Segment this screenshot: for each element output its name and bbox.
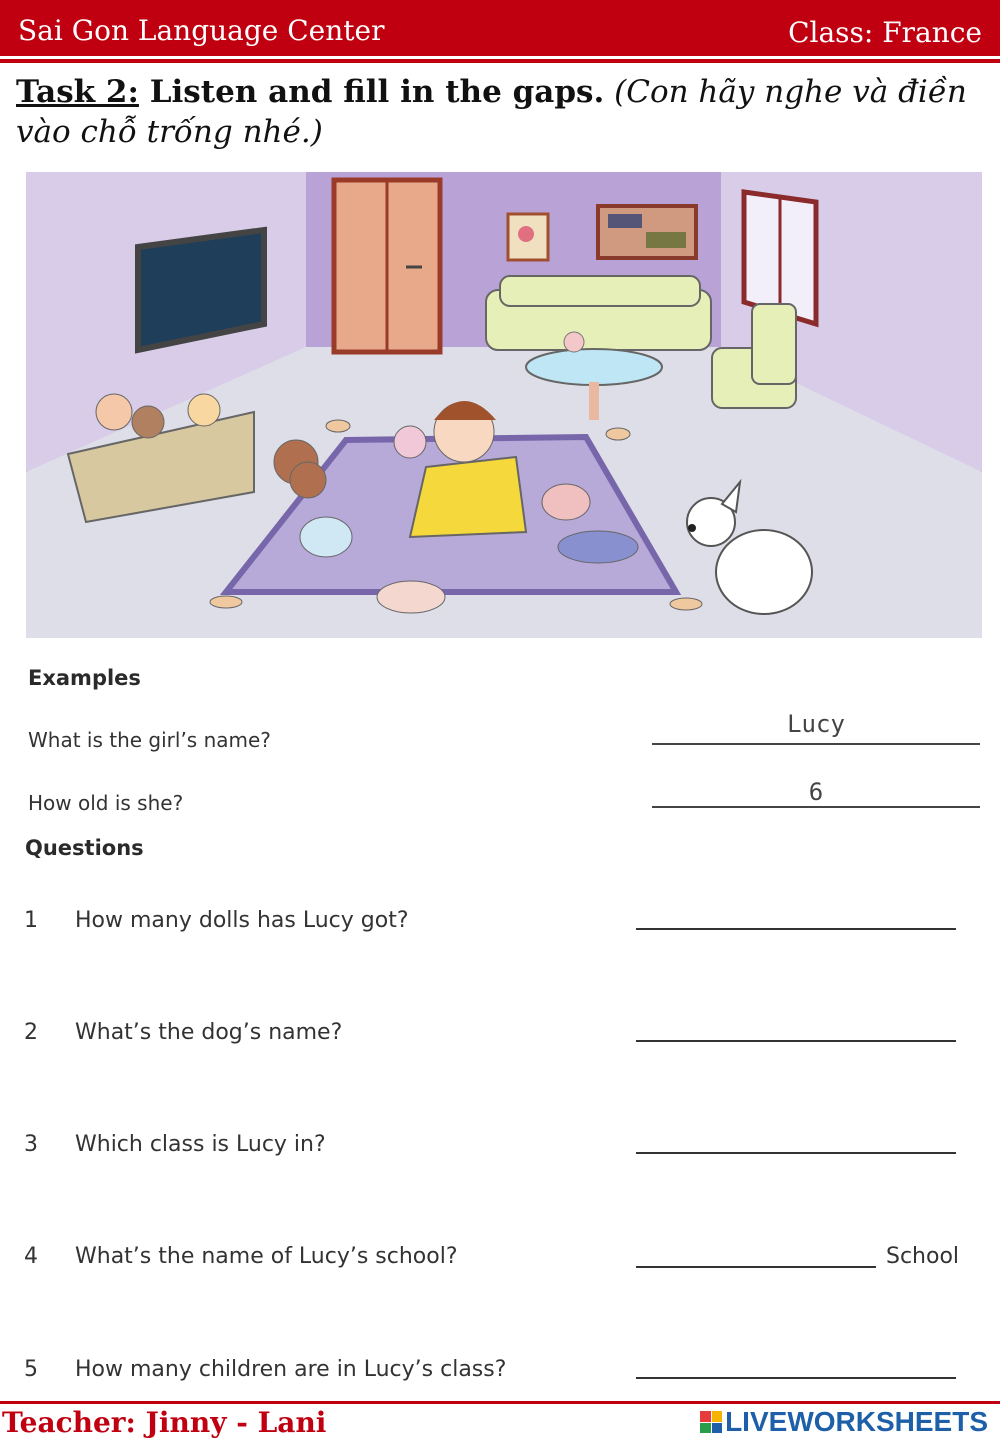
question-text: How many children are in Lucy’s class? (75, 1357, 507, 1382)
question-number: 5 (24, 1357, 38, 1382)
example-answer: Lucy (787, 710, 845, 738)
teacher-name: Teacher: Jinny - Lani (2, 1406, 327, 1439)
answer-blank-2[interactable] (636, 1040, 956, 1042)
brand-text: LIVEWORKSHEETS (725, 1406, 988, 1437)
answer-blank-5[interactable] (636, 1377, 956, 1379)
question-number: 1 (24, 908, 38, 933)
answer-blank-4[interactable] (636, 1266, 876, 1268)
answer-blank-3[interactable] (636, 1152, 956, 1154)
footer-divider (0, 1401, 1000, 1404)
header-bar (0, 0, 1000, 56)
answer-blank-1[interactable] (636, 928, 956, 930)
school-suffix: School (886, 1244, 960, 1269)
living-room-illustration (26, 172, 982, 638)
examples-title: Examples (28, 666, 141, 690)
question-number: 4 (24, 1244, 38, 1269)
header-divider (0, 59, 1000, 63)
example-answer: 6 (808, 778, 824, 806)
question-text: Which class is Lucy in? (75, 1132, 326, 1157)
question-number: 3 (24, 1132, 38, 1157)
example-question: What is the girl’s name? (28, 728, 271, 752)
liveworksheets-logo-icon (700, 1411, 722, 1433)
class-label: Class: France (788, 16, 982, 49)
center-name: Sai Gon Language Center (18, 14, 385, 47)
liveworksheets-brand[interactable] (700, 1406, 988, 1438)
questions-title: Questions (25, 836, 144, 860)
task-heading (16, 72, 986, 152)
example-answer-line (652, 806, 980, 808)
task-translation: (Con hãy nghe và điền vào chỗ trống nhé.) (16, 74, 967, 150)
question-number: 2 (24, 1020, 38, 1045)
task-instruction: Listen and fill in the gaps. (138, 74, 605, 110)
example-question: How old is she? (28, 791, 184, 815)
example-answer-line (652, 743, 980, 745)
question-text: What’s the name of Lucy’s school? (75, 1244, 458, 1269)
question-text: What’s the dog’s name? (75, 1020, 343, 1045)
task-label: Task 2: (16, 74, 139, 110)
question-text: How many dolls has Lucy got? (75, 908, 409, 933)
